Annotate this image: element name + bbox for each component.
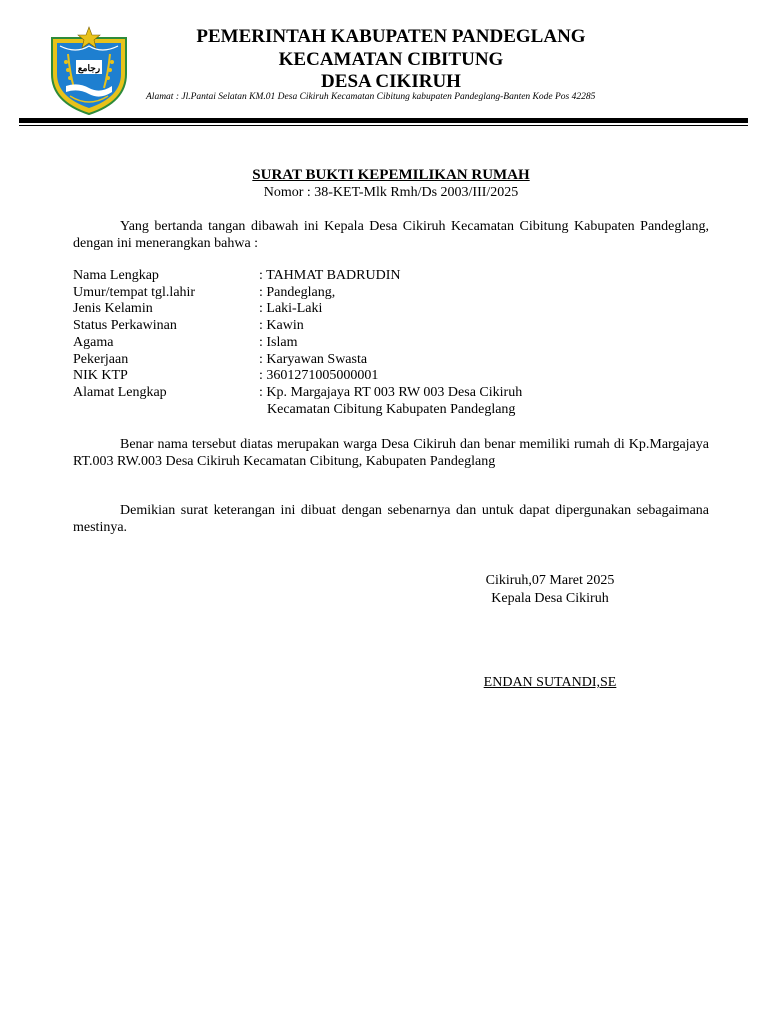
field-value: : Kawin: [259, 318, 304, 334]
field-label: Alamat Lengkap: [73, 384, 167, 400]
field-row-nik: [73, 368, 522, 385]
field-label: Nama Lengkap: [73, 268, 159, 283]
field-label: Status Perkawinan: [73, 318, 177, 334]
field-value: : Pandeglang,: [259, 284, 336, 300]
field-label: Jenis Kelamin: [73, 301, 153, 317]
statement-paragraph: Benar nama tersebut diatas merupakan warga Desa Cikiruh dan benar memiliki rumah di Kp.Margajaya RT.003 RW.003 Desa Cikiruh Kecamatan Cibitung, Kabupaten Pandeglang: [73, 437, 709, 469]
field-row-address: [73, 385, 522, 402]
header-village: DESA CIKIRUH: [321, 71, 461, 92]
field-address-continuation: Kecamatan Cibitung Kabupaten Pandeglang: [267, 401, 516, 417]
field-row-birth: [73, 285, 522, 302]
field-label: NIK KTP: [73, 368, 128, 384]
field-row-gender: [73, 301, 522, 318]
signature-name: ENDAN SUTANDI,SE: [483, 675, 617, 690]
field-value: : Karyawan Swasta: [259, 351, 368, 367]
header-divider-thin: [19, 125, 748, 126]
field-value: : 3601271005000001: [259, 368, 379, 384]
identity-fields: [73, 268, 522, 418]
header-district: KECAMATAN CIBITUNG: [278, 49, 504, 70]
header-address: Alamat : Jl.Pantai Selatan KM.01 Desa Cikiruh Kecamatan Cibitung kabupaten Pandeglang-Banten Kode Pos 42285: [146, 92, 596, 102]
field-label: Umur/tempat tgl.lahir: [73, 284, 196, 300]
field-value: : Kp. Margajaya RT 003 RW 003 Desa Cikiruh: [259, 384, 523, 400]
header-divider-thick: [19, 118, 748, 123]
document-number: Nomor : 38-KET-Mlk Rmh/Ds 2003/III/2025: [263, 185, 519, 200]
field-label: Pekerjaan: [73, 351, 129, 367]
field-row-religion: [73, 335, 522, 352]
intro-paragraph: Yang bertanda tangan dibawah ini Kepala Desa Cikiruh Kecamatan Cibitung Kabupaten Pandeglang, dengan ini menerangkan bahwa :: [73, 219, 709, 251]
field-row-marital: [73, 318, 522, 335]
field-row-occupation: [73, 352, 522, 369]
signature-place-date: Cikiruh,07 Maret 2025: [485, 573, 615, 588]
closing-paragraph: Demikian surat keterangan ini dibuat dengan sebenarnya dan untuk dapat dipergunakan sebagaimana mestinya.: [73, 503, 709, 535]
header-government: PEMERINTAH KABUPATEN PANDEGLANG: [196, 26, 586, 47]
emblem-script: رجامع: [77, 63, 101, 73]
field-row-name: [73, 268, 522, 285]
field-value: : TAHMAT BADRUDIN: [259, 268, 401, 283]
signature-position: Kepala Desa Cikiruh: [491, 591, 609, 606]
document-title: SURAT BUKTI KEPEMILIKAN RUMAH: [252, 167, 530, 183]
field-value: : Laki-Laki: [259, 301, 323, 317]
field-label: Agama: [73, 334, 114, 350]
field-value: : Islam: [259, 334, 298, 350]
